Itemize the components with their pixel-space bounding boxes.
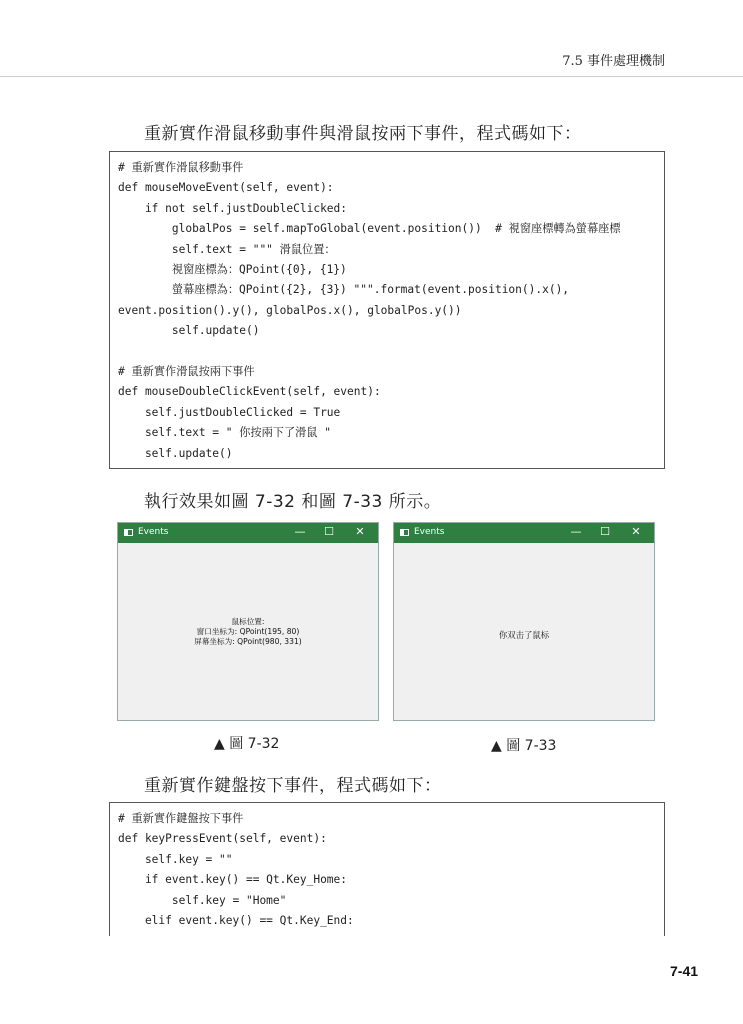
code-block-keyboard-event xyxy=(109,802,665,936)
window-title: Events xyxy=(138,527,169,537)
app-window-icon xyxy=(124,529,133,536)
close-icon[interactable]: ✕ xyxy=(631,525,641,538)
mouse-position-label: 鼠标位置: xyxy=(231,617,265,626)
window-title: Events xyxy=(414,527,445,537)
double-click-text: 你双击了鼠标 xyxy=(498,630,550,640)
minimize-icon[interactable]: — xyxy=(570,525,582,538)
window-titlebar xyxy=(118,523,378,543)
intro-paragraph-mouse: 重新實作滑鼠移動事件與滑鼠按兩下事件，程式碼如下： xyxy=(144,124,582,144)
app-window-icon xyxy=(400,529,409,536)
running-header: 7.5 事件處理機制 xyxy=(562,54,665,69)
header-rule xyxy=(0,76,743,77)
mouse-position-text xyxy=(118,617,378,647)
window-content xyxy=(118,543,378,720)
events-window-figure-7-33 xyxy=(393,522,655,721)
code-block-mouse-events xyxy=(109,151,665,469)
figure-caption-7-32: ▲ 圖 7-32 xyxy=(214,736,280,752)
events-window-figure-7-32 xyxy=(117,522,379,721)
maximize-icon[interactable]: ☐ xyxy=(324,525,334,538)
page-number: 7-41 xyxy=(670,963,699,979)
window-coordinates-text: 窗口坐标为: QPoint(195, 80) xyxy=(196,627,300,636)
minimize-icon[interactable]: — xyxy=(294,525,306,538)
screen-coordinates-text: 屏幕坐标为: QPoint(980, 331) xyxy=(194,637,302,646)
maximize-icon[interactable]: ☐ xyxy=(600,525,610,538)
figure-caption-7-33: ▲ 圖 7-33 xyxy=(491,738,557,754)
code-text-mouse-events: # 重新實作滑鼠移動事件 def mouseMoveEvent(self, event): if not self.justDoubleClicked: globalPos = self.mapToGlobal(event.position()) # 視窗座標轉為螢幕座標 self.text = """ 滑鼠位置： 視窗座標為：QPoint({0}, {1}) 螢幕座標為：QPoint({2}, {3}) """.format(event.position().x(), event.position().y(), globalPos.x(), globalPos.y()) self.update() # 重新實作滑鼠按兩下事件 def mouseDoubleClickEvent(self, event): self.justDoubleClicked = True self.text = " 你按兩下了滑鼠 " self.update() xyxy=(118,161,621,460)
close-icon[interactable]: ✕ xyxy=(355,525,365,538)
window-content xyxy=(394,543,654,720)
intro-paragraph-result: 執行效果如圖 7-32 和圖 7-33 所示。 xyxy=(144,492,442,512)
intro-paragraph-keyboard: 重新實作鍵盤按下事件，程式碼如下： xyxy=(144,776,442,796)
window-titlebar xyxy=(394,523,654,543)
code-text-keyboard-event: # 重新實作鍵盤按下事件 def keyPressEvent(self, event): self.key = "" if event.key() == Qt.Key_Home: self.key = "Home" elif event.key() == Qt.Key_End: xyxy=(118,812,354,928)
